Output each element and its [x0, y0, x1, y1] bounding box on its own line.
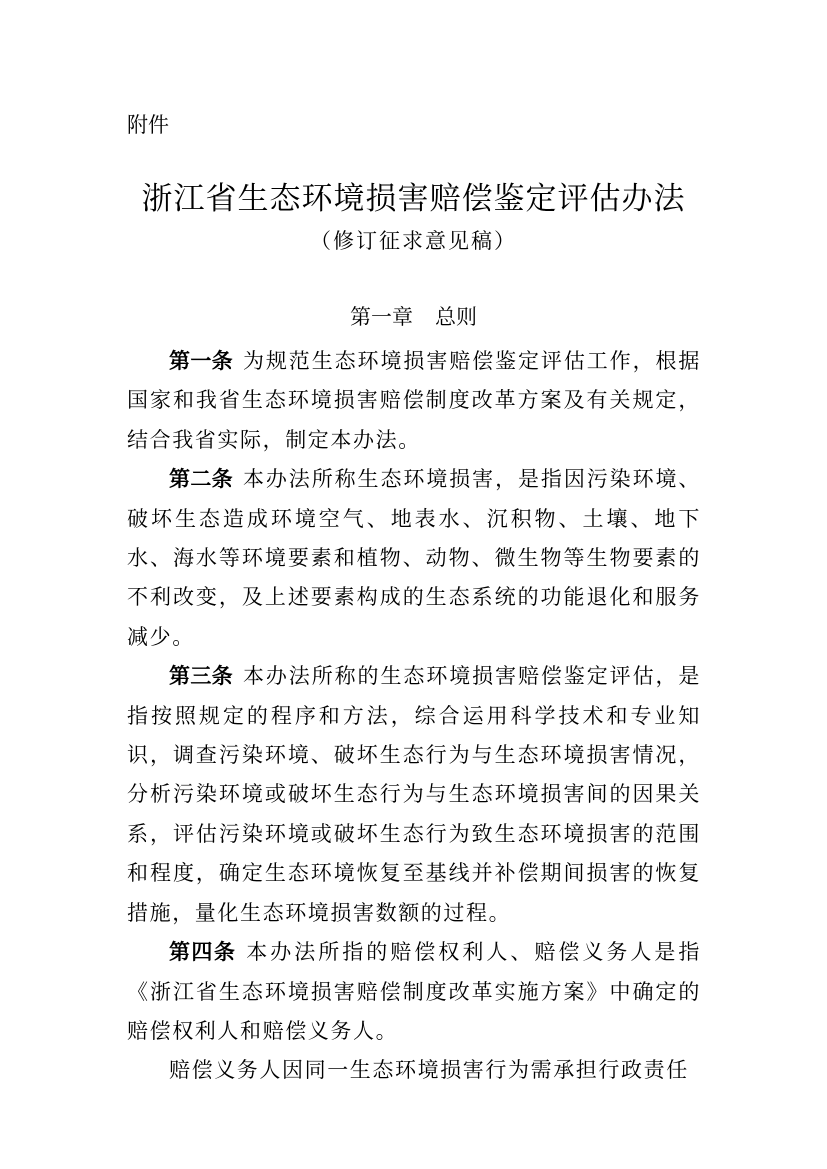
article-text: 本办法所称的生态环境损害赔偿鉴定评估，是指按照规定的程序和方法，综合运用科学技术和专业知识，调查污染环境、破坏生态行为与生态环境损害情况，分析污染环境或破坏生态行为与生态环境损害间的因果关系，评估污染环境或破坏生态行为致生态环境损害的范围和程度，确定生态环境恢复至基线并补偿期间损害的恢复措施，量化生态环境损害数额的过程。: [127, 664, 702, 925]
document-title: 浙江省生态环境损害赔偿鉴定评估办法: [141, 181, 686, 217]
chapter-number: 第一章: [350, 305, 413, 329]
attachment-label: 附件: [127, 113, 169, 137]
article-number: 第二条: [169, 467, 233, 492]
body-paragraph: 赔偿义务人因同一生态环境损害行为需承担行政责任: [169, 1058, 689, 1083]
article-text: 为规范生态环境损害赔偿鉴定评估工作，根据国家和我省生态环境损害赔偿制度改革方案及有关规定，结合我省实际，制定本办法。: [127, 349, 702, 452]
article-text: 本办法所称生态环境损害，是指因污染环境、破坏生态造成环境空气、地表水、沉积物、土壤、地下水、海水等环境要素和植物、动物、微生物等生物要素的不利改变，及上述要素构成的生态系统的功能退化和服务减少。: [127, 467, 702, 649]
article-paragraph: [127, 342, 701, 460]
chapter-name: 总则: [435, 305, 477, 329]
article-number: 第三条: [169, 664, 233, 689]
chapter-heading: [0, 302, 827, 332]
article-paragraph: [127, 933, 701, 1051]
article-number: 第一条: [169, 349, 233, 373]
article-text: 本办法所指的赔偿权利人、赔偿义务人是指《浙江省生态环境损害赔偿制度改革实施方案》中确定的赔偿权利人和赔偿义务人。: [127, 940, 701, 1043]
article-number: 第四条: [169, 940, 237, 965]
document-subtitle: （修订征求意见稿）: [310, 229, 517, 253]
article-paragraph: [127, 657, 701, 933]
document-body: [127, 342, 701, 1091]
article-paragraph: [127, 460, 701, 657]
